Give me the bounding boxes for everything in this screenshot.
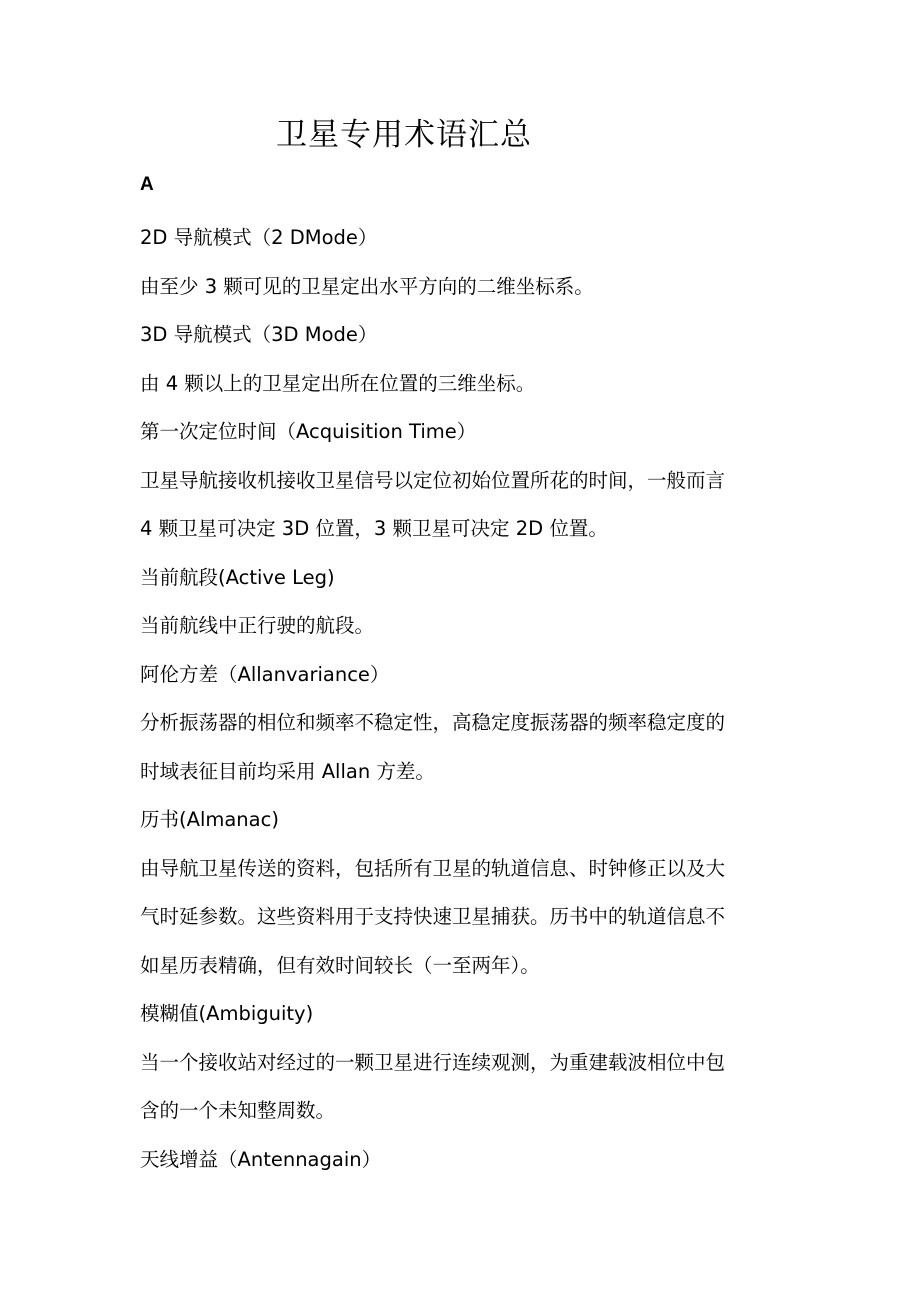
document-title: 卫星专用术语汇总 <box>276 117 532 153</box>
glossary-definition: 分析振荡器的相位和频率不稳定性，高稳定度振荡器的频率稳定度的 <box>140 711 726 734</box>
glossary-definition: 当一个接收站对经过的一颗卫星进行连续观测，为重建载波相位中包 <box>140 1050 726 1074</box>
glossary-term: 天线增益（Antennagain） <box>140 1147 382 1171</box>
glossary-definition: 含的一个未知整周数。 <box>140 1099 336 1122</box>
glossary-definition: 由 4 颗以上的卫星定出所在位置的三维坐标。 <box>140 371 536 395</box>
glossary-term: 3D 导航模式（3D Mode） <box>140 323 378 346</box>
glossary-definition: 卫星导航接收机接收卫星信号以定位初始位置所花的时间，一般而言 <box>140 468 726 492</box>
glossary-entries <box>140 214 790 1184</box>
glossary-term: 模糊值(Ambiguity) <box>140 1002 314 1025</box>
glossary-term: 2D 导航模式（2 DMode） <box>140 226 378 249</box>
section-heading: A <box>140 174 154 195</box>
glossary-term: 第一次定位时间（Acquisition Time） <box>140 420 477 443</box>
glossary-definition: 时域表征目前均采用 Allan 方差。 <box>140 759 435 783</box>
glossary-definition: 当前航线中正行驶的航段。 <box>140 614 375 637</box>
glossary-term: 阿伦方差（Allanvariance） <box>140 662 390 686</box>
glossary-definition: 由导航卫星传送的资料，包括所有卫星的轨道信息、时钟修正以及大 <box>140 856 726 880</box>
glossary-definition: 4 颗卫星可决定 3D 位置，3 颗卫星可决定 2D 位置。 <box>140 517 608 540</box>
glossary-definition: 由至少 3 颗可见的卫星定出水平方向的二维坐标系。 <box>140 274 594 298</box>
glossary-definition: 气时延参数。这些资料用于支持快速卫星捕获。历书中的轨道信息不 <box>140 905 726 928</box>
glossary-term: 历书(Almanac) <box>140 808 279 831</box>
glossary-term: 当前航段(Active Leg) <box>140 565 335 589</box>
glossary-definition: 如星历表精确，但有效时间较长（一至两年）。 <box>140 953 540 977</box>
